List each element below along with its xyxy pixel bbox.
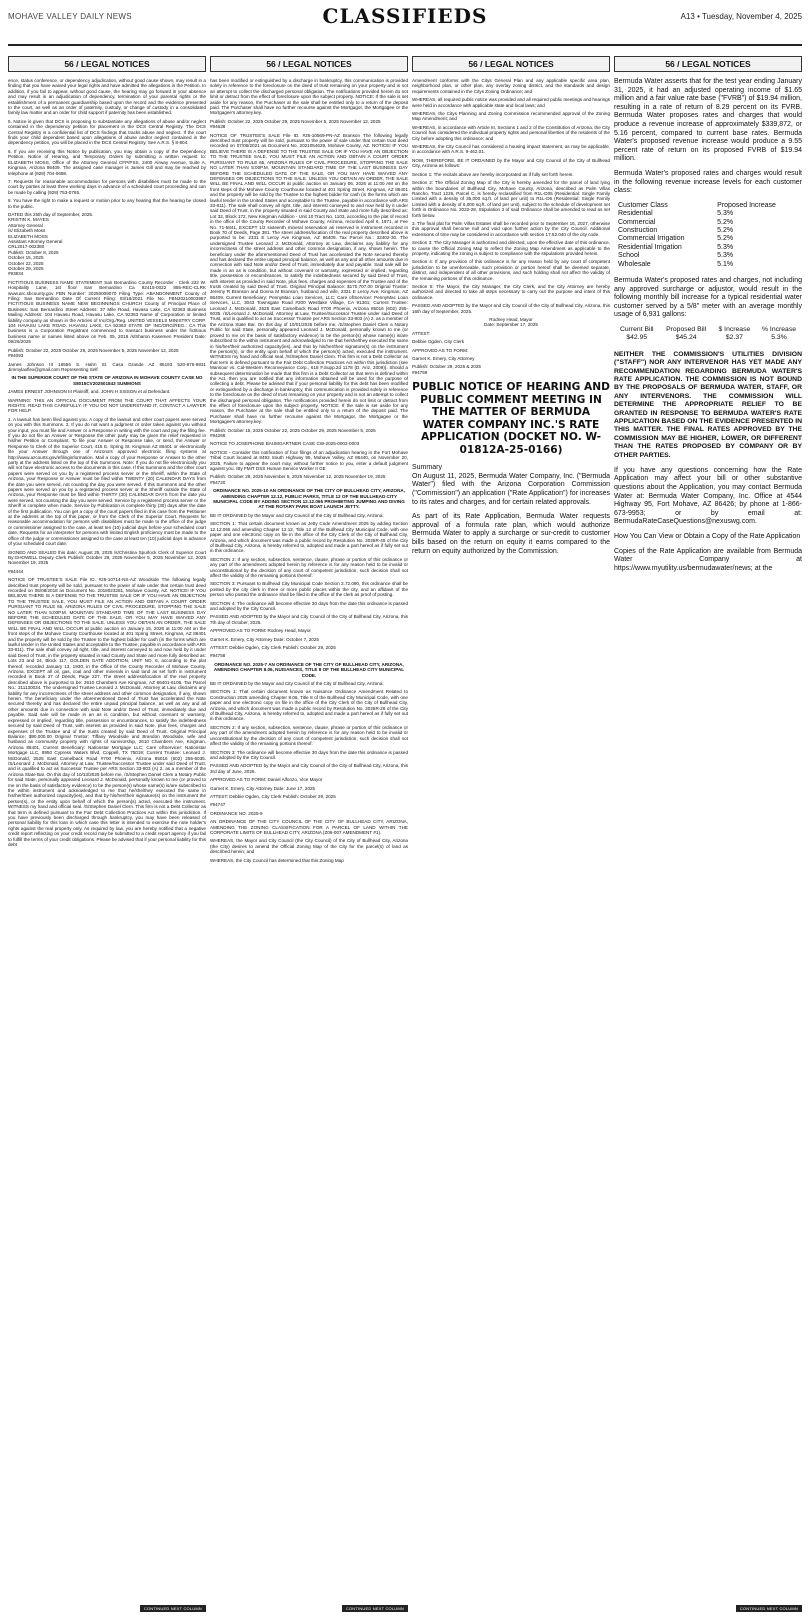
publish-dates: Publish: October 22, 2025 October 29, 2025 November 5, 2025 November 12, 2025 [8,347,179,353]
summons-body: 1. A lawsuit has been filed against you. A copy of the lawsuit and other court papers were served on you with this Summons. 2. If you do not want a judgment or order taken against you without your input, you must file and Answer or a Response in writing with the court and pay the filing fee. If you do not file an Answer or Response the other party may be given the relief requested in his/her Petition or Complaint. To file your Answer or Response take, or send, the Answer or Response to Clerk of the Superior Court, 415 E. Spring St. Kingman AZ 86401 or electronically file your Answer through one of Arizona's approved electronic filing systems at http://www.azcourts.gov/efilinginformation. Mail a copy of your Response or Answer to the other party at the address listed on the top of this Summons. Note: If you do not file electronically you will not have electronic access to the documents in this case. If this Summons and the other court papers were served on you by a registered process server or the Sheriff, within the State of Arizona, your Response or Answer must be filed within TWENTY (20) CALENDAR DAYS from the date you were served, not counting the day you were served. If this Summons and the other papers were served on you by a registered process server or the Sheriff outside the State of Arizona, your Response must be filed within THIRTY (30) CALENDAR DAYS from the date you were served, not counting the day you were served. Service by a registered process server or the Sheriff is complete when made. Service by Publication is complete thirty (30) days after the date of the first publication. You can get a copy of the court papers filed in this case from the Petitioner at the address at the top of this paper, or from the Clerk of the Superior Court. Requests for reasonable accommodation for persons with disabilities must be made to the office of the judge or commissioner assigned to the case, at least ten (10) judicial days before your scheduled court date. Requests for an interpreter for persons with limited English proficiency must be made to the office of the judge or commissioner assigned to the case at least ten (10) judicial days in advance of your scheduled court date. [8,416,206,547]
ordinance-section: Section 2: The Official Zoning Map of the City is hereby amended for the parcel of land lying within the boundaries of Bullhead City, Mohave County, Arizona, described as Palm Villas Rancho, Tract 1226, Parcel C, is hereby reclassified from R1L-D05 (Residential: Single Family Limited with a density of 35,000 sq.ft. of land per unit) to R1L-D6 (Residential: Single Family Limited with a density of 6,000 sq.ft. of land per unit), subject to the schedule of development set forth in Ordinance No. 2022-28, Stipulation 3 of said Ordinance shall be amended to read as set forth below. [412,180,610,218]
notice-id: #94758 [210,653,226,659]
ordinance-whereas: WHEREAS, in accordance with Article III, Sections 1 and 2 of the Constitution of Arizona, the City Council has considered the individual property rights and personal liberties of the residents of the City before adopting this ordinance; and [412,124,610,141]
plaintiff-address: James Johnson III 16556 S. Hahn St. Casa Grande AZ 85193 520-876-9831 Jimmylaxflex@gmail.com Representing Self [8,361,206,372]
summons-warning: WARNING: THIS AN OFFICIAL DOCUMENT FROM THE COURT THAT AFFECTS YOUR RIGHTS. READ THIS CAREFULLY. IF YOU DO NOT UNDERSTAND IT, CONTACT A LAWYER FOR HELP. [8,397,206,414]
publish-date: October 22, 2025 [8,260,44,266]
fbn-statement: FICTITIOUS BUSINESS NAME STATEMENT San Bernardino County Recorder - Clerk 222 W. Hospitality Lane, 1st floor San Bernardino Ca 92415-0022 855-REC-CLRK www.arc.sbcounty.gov FBN Number: 20250009070 Filing Type: ABANDONMENT County of Filing: San Bernardino Date Of Current Filing: 03/16/2021 File No. FBN20210003987 FICTITIOUS BUSINESS NAME NEW BEGINNINGS CHURCH County of Principal Place of Business: San Bernardino Street Address: 37 Mile Road, Havasu Lake, CA 92363 Business Mailing Address: 104 Havasu Road, Havasu Lake, CA 92363 Name of Corporation or limited liability company as shown in the Articles of Inc/Org./Reg. UNITED VESSELS MINISTRY CORP. 104 HAVASU LAKE ROAD, HAVASU LAKE, CA 92363 STATE OF INC/ORG/REG.: CA This business is a Corporation Registrant commenced to transact business under the fictitious business name or names listed above on Feb. 05, 2016 /s/Sharon Kasemen President Date: 09/26/2025 [8,279,206,345]
table-row [614,210,802,218]
column-header: % Increase [762,325,797,333]
ordinance-attorney: Garnet K. Emery, City Attorney Date: June 17, 2025 [210,785,316,791]
publish-date: Publish: October 29, 2025 & 2025 [412,364,481,370]
continued-tag: CONTINUED NEXT COLUMN [140,1605,206,1612]
customer-class: Construction [618,226,658,234]
proposed-increase: 5.3% [717,252,734,260]
proposed-increase: 5.2% [717,226,734,234]
trustee-sale-notice: NOTICE OF TRUSTEE'S SALE File ID. #25-10714-NS-AZ Woodside The following legally described trust property will be sold, pursuant to the power of sale under that certain trust deed recorded on 05/08/2018 as Document No. 2018023281, Mohave County, AZ. NOTICE! IF YOU BELIEVE THERE IS A DEFENSE TO THE TRUSTEE SALE OR IF YOU HAVE AN OBJECTION TO THE TRUSTEE SALE, YOU MUST FILE AN ACTION AND OBTAIN A COURT ORDER PURSUANT TO RULE 65, ARIZONA RULES OF CIVIL PROCEDURE, STOPPING THE SALE NO LATER THAN 5:00P.M. MOUNTAIN STANDARD TIME OF THE LAST BUSINESS DAY BEFORE THE SCHEDULED DATE OF THE SALE, OR YOU MAY HAVE WAIVED ANY DEFENSES OR OBJECTIONS TO THE SALE. UNLESS YOU OBTAIN AN ORDER, THE SALE WILL BE FINAL AND WILL OCCUR at public auction on January 15, 2026 at 11:00 AM on the front steps of the Mohave County Courthouse located at 401 Spring Street, Kingman, AZ 86401 and the property will be sold by the Trustee to the highest bidder for cash (in the forms which are lawful tender in the United States and acceptable to the Trustee, payable in accordance with ARS 33-811). The sale shall convey all right, title, and interest conveyed to and now held by it under said Deed of Trust, in the property situated in said County and State and more fully described as: Lots 23 and 24, Block 117, GOLDEN GATE ADDITION, UNIT NO. 6, according to the plat thereof, recorded January 13, 1930, in the Office of the County Recorder of Mohave County, Arizona. EXCEPT all oil, gas, coal and other minerals in said land as set forth in instrument recorded in Book 37 of Deeds, Page 227. The street address/location of the real property described above is purported to be: 2610 Chambers Ave Kingman, AZ 86401-6106. Tax Parcel No.: 311130034. The undersigned Trustee Leonard J. McDonald, Attorney at Law, disclaims any liability for any incorrectness of the street address and other common designation, if any, shown herein. The beneficiary under the aforementioned Deed of Trust has accelerated the Note secured thereby and has declared the entire unpaid principal balance, as well as any and all other amounts due in connection with said Note and/or Deed of Trust, immediately due and payable. Said sale will be made in an as is condition, but without covenant or warranty, expressed or implied, regarding title, possession or encumbrances, to satisfy the indebtedness secured by said Deed of Trust, with interest as provided in said Note, plus fees, charges and expenses of the Trustee and of the trusts created by said Deed of Trust. Original Principal Balance: $90,000.00 Original Trustor: Tiffany Woodside and Brandon Woodside, wife and husband as community property with rights of survivorship, 2610 Chambers Ave, Kingman, Arizona 86401, Current Beneficiary: Nationstar Mortgage LLC; Care of/Servicer: Nationstar Mortgage LLC, 8950 Cypress Waters Blvd, Coppell, TX 75019; Current Trustee: Leonard J. McDonald, 2525 East Camelback Road #700 Phoenix, Arizona 85016 (602) 255-6035. /S/Leonard J. McDonald, Attorney at Law, Trustee/Successor Trustee under said Deed of Trust, and is qualified to act as Successor Trustee per ARS Section 33-803 (A) 2. as a member of the Arizona State Bar. On this day of 10/13/2025 before me, /S/Stephen Daniel Clem a Notary Public for said State, personally appeared Leonard J. McDonald, personally known to me (or proved to me on the basis of satisfactory evidence) to be the person(s) whose name(s) is/are subscribed to the within instrument and acknowledged to me that he/she/they executed the same in his/her/their authorized capacity(ies), and that by his/her/their signature(s) on the instrument the person(s), or the entity upon behalf of which the person(s) acted, executed the instrument. WITNESS my hand and official seal. /S/Stephen Daniel Clem. This firm is not a Debt Collector as that term is defined pursuant to the Fair Debt Collection Practices Act within this jurisdiction. If you have previously been discharged through bankruptcy, you may have been released of personal liability for this loan in which case this letter is intended to exercise the note holder's rights against the real property only. As required by law, you are hereby notified that a negative credit report reflecting on your credit record may be submitted to a credit report agency if you fail to fulfill the terms of your credit obligations. Please be advised that if your personal liability for this debt [8,577,206,848]
dcs-notice-p3: 6. If you are receiving this Notice by publication, you may obtain a copy of the Dependency Petition, Notice of Hearing, and Temporary Orders by submitting a written request to: ELIZABETH MOSS, Office of the Attorney General CFP/PSS, 2400 Airway Avenue, Suite A, Kingman, Arizona 86409. The assigned case manager is James Gill and may be reached by telephone at (928) 704-0688. [8,148,206,176]
case-number: CRL2017-002380 [8,244,45,250]
rate-hearing-headline: PUBLIC NOTICE OF HEARING AND PUBLIC COMMENT MEETING IN THE MATTER OF BERMUDA WATER COMPANY INC.'S RATE APPLICATION (DOCKET NO. W-01812A-25-0166) [412,381,610,456]
ordinance-section: SECTION 1: That certain document known as Nuisance Ordinance Amendment Related to Construction 2025 amending Chapter 8.06, Title 8 of the Bullhead City Municipal Code, with one paper and one electronic copy on file in the office of the City Clerk of the City of Bullhead City, Arizona, and which document was made a public record by Resolution No. 2025R-26 of the City of Bullhead City, Arizona, is hereby referred to, adopted and made a part hereof as if fully set out in this ordinance. [210,689,408,722]
ordinance-section: Section 1: The recitals above are hereby incorporated as if fully set forth herein. [412,171,574,177]
notice-id: #93834 [8,271,24,277]
customer-class: Residential Irrigation [618,243,682,251]
mayor-signature: Rodney Head, Mayor [489,317,533,323]
rate-notice-p3: Bermuda Water asserts that for the test year ending January 31, 2025, it had an adjusted operating income of $1.65 million and a fair value rate base ("FVRB") of $19.94 million, resulting in a rate of return of 8.29 percent on its FVRB. Bermuda Water proposes rates and charges that would produce a revenue increase of approximately $339,872, or 5.16 percent, compared to current base rates. Bermuda Water's proposed revenue increase would produce a 9.55 percent rate of return on its proposed FVRB of $19.94 million. [614,78,802,163]
column-2-header [210,56,408,72]
trustee-sale-end: has been modified or extinguished by a discharge in bankruptcy, this communication is provided solely in reference to the foreclosure on the deed of trust remaining on your property and is not an attempt to collect the discharged personal obligation. The notifications provided herein do not limit or detract from the effect of foreclosure upon the subject property. NOTICE: If the sale is set aside for any reason, the Purchaser at the sale shall be entitled only to a return of the deposit paid. The Purchaser shall have no further recourse against the Mortgagor, the Mortgagee or the Mortgagee's attorney.key. [210,78,408,116]
notice-heading: NOTICE TO JOSEPHONE BAUMGARTNER CASE CW-2025-0002-0003 [210,441,360,447]
ordinance-section: SECTION 4: The ordinance will become effective 30 days from the date this ordinance is passed and adopted by the City Council. [210,600,408,611]
rate-notice-p6: If you have any questions concerning how the Rate Application may affect your bill or other substantive questions about the Application, you may contact Bermuda Water at: Bermuda Water Company, Inc. Office at 4544 Highway 95, Fort Mohave, AZ 86426; by phone at 1-866-673-9953; or by email at: BermudaRateCaseQuestions@nexuswg.com. [614,466,802,526]
notice-id: #94444 [8,568,24,574]
approved-label: APPROVED AS TO FORM: [412,347,469,353]
ordinance-whereas: WHEREAS, the Citys Planning and Zoning Commission recommended approval of the Zoning Map Amendment; and [412,111,610,122]
notice-id: #94759 [412,369,428,375]
table-row [614,227,802,235]
proposed-bill: $45.24 [675,334,697,342]
ordinance-text: Amendment conforms with the Citys General Plan and any applicable specific area plan, neighborhood plan, or other plan, any overlay zoning district, and the standards and design requirements contained in the Citys Zoning Ordinance; and [412,78,610,94]
bill-impact-table [614,326,802,343]
mayor-date: Date: September 17, 2025 [484,322,538,328]
column-4 [614,56,802,1612]
proposed-increase: 5.2% [717,218,734,226]
table-row [614,334,802,342]
section-tab[interactable]: 56 / LEGAL NOTICES [8,56,206,72]
ordinance-whereas: WHEREAS, the Mayor and City Council (the City Council) of the City of Bullhead City, Arizona (the City) desires to amend the Official Zoning Map of the City for the parcel(s) of land as described herein; and [210,838,408,855]
attorney-signature: Garnet K. Emery, City Attorney [412,356,475,362]
section-title: CLASSIFIEDS [322,4,488,28]
signature-line: KRISTIN K. MAYES [8,217,49,223]
dcs-notice-p2: 5. Notice is given that DCS is proposing to substantiate any allegations of abuse and/or neglect contained in the dependency petition for placement in the DCS Central Registry. The DCS Central Registry is a confidential list of DCS findings that tracks abuse and neglect. If the court finds your child dependent based upon allegations of abuse and/or neglect contained in the dependency petition, you will be placed in the DCS Central Registry. See A.R.S. § 8-804. [8,118,206,146]
proposed-increase: 5.3% [717,243,734,251]
customer-class: Commercial Irrigation [618,235,685,243]
dollar-increase: $2.37 [725,334,743,342]
ordinance-enactment: BE IT ORDAINED by the Mayor and City Council of the City of Bullhead City, Arizona: [210,512,384,518]
column-4-header [614,56,802,72]
customer-class: Wholesale [618,260,651,268]
ordinance-section: SECTION 3: Pursuant to Bullhead City Municipal Code Section 2.72.090, this ordinance shall be posted by the city clerk in three or more public places within the city, and an affidavit of the person who posted the ordinance shall be filed in the office of the clerk as proof of posting. [210,581,408,598]
notice-id: #94266 [210,433,226,438]
publish-date: Publish: October 8, 2025 [8,249,59,255]
notice-id: #94093 [8,353,24,359]
publish-dates: Publish: October 29, 2025 November 5, 2025 November 12, 2025 November 19, 2025 [210,474,386,480]
rate-notice-p5: Bermuda Water's proposed rates and charges, not including any approved surcharge or adjustor, would result in the following monthly bill increase for a typical residential water customer served by a 5/8" meter with an average monthly usage of 6,931 gallons: [614,276,802,319]
ordinance-number: ORDINANCE NO. 2025-9 [210,810,263,816]
rate-notice-continued [614,78,802,196]
publish-date: October 15, 2025 [8,255,44,261]
column-header: Customer Class [618,201,668,209]
page-date: A13 • Tuesday, November 4, 2025 [680,12,802,21]
signature-line: Attorney General [8,222,43,228]
percent-increase: 5.3% [771,334,787,342]
column-header: Proposed Increase [717,201,776,209]
rate-notice-p7: How You Can View or Obtain a Copy of the Rate Application [614,532,801,540]
signature-line: /s/ Elizabeth Moss [8,228,46,234]
notice-id: #94638 [210,124,226,130]
ordinance-passed: PASSED AND ADOPTED by the Mayor and City Council of the City of Bullhead City, Arizona, this 16th day of September, 2025. [412,303,610,314]
table-header-row [614,202,802,210]
section-tab[interactable]: 56 / LEGAL NOTICES [412,56,610,72]
paper-name: MOHAVE VALLEY DAILY NEWS [8,12,132,21]
current-bill: $42.95 [626,334,648,342]
dcs-notice-p5: 8. You have the right to make a request or motion prior to any hearing that the hearing be closed to the public. [8,198,206,209]
ordinance-attorney: Garnet K. Emery, City Attorney Date: October 7, 2025 [210,636,319,642]
clerk-signature: Debbie Ogden, City Clerk [412,339,465,345]
dcs-notice-p1: ence, status conference, or dependency adjudication, without good cause shown, may result in a finding that you have waived your legal rights and have admitted the allegations in the Petition. In addition, if you fail to appear, without good cause, the hearing may go forward in your absence and may result in an adjudication of dependency, termination of your parental rights or the establishment of a permanent guardianship based upon the record and the evidence presented to the court, as well as an order of paternity, custody, or change of custody in a consolidated family law matter and an order for child support if paternity has been established. [8,78,206,116]
signature-line: ELIZABETH MOSS [8,233,48,239]
ordinance-passed: PASSED AND ADOPTED by the Mayor and City Council of the City of Bullhead City, Arizona, this 7th day of October, 2025. [210,614,408,625]
rate-notice-p8: Copies of the Rate Application are available from Bermuda Water Company at https://www.myutility.us/bermudawater/news; at the [614,547,802,572]
ordinance-title: ORDINANCE NO. 2025-7 AN ORDINANCE OF THE CITY OF BULLHEAD CITY, ARIZONA, AMENDING CHAPTER 8.06, NUISANCES, TITLE 8 OF THE BULLHEAD CITY MUNICIPAL CODE. [213,661,405,678]
column-header: Proposed Bill [666,325,707,333]
customer-class: School [618,252,640,260]
column-1-header [8,56,206,72]
section-tab[interactable]: 56 / LEGAL NOTICES [210,56,408,72]
ordinance-enactment: BE IT ORDAINED by the Mayor and City Council of the City of Bullhead City, Arizona: [210,681,384,687]
table-row [614,261,802,269]
column-2 [210,56,408,1612]
publish-dates: Publish: October 22, 2025 October 29, 2025 November 5, 2025 November 12, 2025 [210,118,381,124]
court-caption: IN THE SUPERIOR COURT OF THE STATE OF ARIZONA IN MOHAVE COUNTY CASE NO S8015CV202501843 SUMMONS [11,375,203,386]
ordinance-title: AN ORDINANCE OF THE CITY COUNCIL OF THE CITY OF BULLHEAD CITY, ARIZONA, AMENDING THE ZONING CLASSIFICATION FOR A PARCEL OF LAND WITHIN THE CORPORATE LIMITS OF BULLHEAD CITY, ARIZONA (Z06-007 AMENDMENT #1). [210,819,408,835]
ordinance-section: 3. The final plat for Palm Villas Estates shall be recorded prior to September 16, 2027, otherwise this approval shall become null and void upon further action by the City Council. Additional extensions of time may be considered in accordance with section 17.52.040 of the city code. [412,220,610,237]
masthead [8,0,802,46]
ordinance-section: SECTION 3: The ordinance will become effective 30 days from the date this ordinance is passed and adopted by the City Council. [210,749,408,760]
ordinance-section: SECTION 2: If any section, subsection, sentence, clause, phrase or portion of this ordinance or any part of the amendment adopted herein by reference is for any reason held to be invalid or unconstitutional by the decision of any court of competent jurisdiction, such decision shall not affect the validity of the remaining portions thereof. [210,556,408,578]
table-row [614,219,802,227]
attest-label: ATTEST: [412,330,431,336]
table-header-row [614,326,802,334]
rate-notice-bill-text [614,277,802,320]
customer-class: Commercial [618,218,656,226]
ordinance-attest: ATTEST: Debbie Ogden, City Clerk Publish: October 29, 2025 [210,793,336,799]
ordinance-title: ORDINANCE NO. 2025-10 AN ORDINANCE OF THE CITY OF BULLHEAD CITY, ARIZONA, AMENDING CHAPTER 12.12, PUBLIC PARKS, TITLE 12 OF THE BULLHEAD CITY MUNICIPAL CODE BY ADDING SECTION 12.12.065 PROHIBITING JUMPING AND DIVING AT THE ROTARY PARK BOAT LAUNCH JETTY. [212,488,406,510]
section-tab[interactable]: 56 / LEGAL NOTICES [614,56,802,72]
publish-dates: Publish: October 15, 2025 October 22, 2025 October 29, 2025 November 5, 2025 [210,427,376,433]
continued-tag: CONTINUED NEXT COLUMN [736,1605,802,1612]
ordinance-passed: PASSED AND ADOPTED by the Mayor and City Council of the City of Bullhead City, Arizona, this 3rd day of June, 2025. [210,763,408,774]
rate-notice-p1: On August 11, 2025, Bermuda Water Company, Inc. ("Bermuda Water") filed with the Arizona Corporation Commission ("Commission") an application ("Rate Application") for increases to its rates and charges, and for certain related approvals. [412,472,610,506]
rate-notice-p4: Bermuda Water's proposed rates and charges would result in the following revenue increase levels for each customer class: [614,169,802,195]
continued-tag: CONTINUED NEXT COLUMN [342,1605,408,1612]
ordinance-section: SECTION 2: If any section, subsection, sentence, clause, phrase or portion of this ordinance or any part of the amendment adopted herein by reference is for any reason held to be invalid or unconstitutional by the decision of any court of competent jurisdiction, such decision shall not affect the validity of the remaining portions thereof. [210,724,408,747]
publish-date: October 29, 2025 [8,266,44,271]
rate-notice-contact [614,467,802,574]
column-header: $ Increase [718,325,751,333]
ordinance-section: Section 3: The City Manager is authorized and directed, upon the effective date of this ordinance, to cause the Official Zoning Map to reflect the Zoning Map Amendment as applicable to the property, indicating the zoning is subject to compliance with the stipulations provided herein. [412,240,610,256]
column-header: Current Bill [619,325,654,333]
dcs-notice-p4: 7. Requests for reasonable accommodation for persons with disabilities must be made to the court by parties at least three working days in advance of a scheduled court proceeding and can be made by calling (928) 753-0765. [8,178,206,195]
proposed-increase: 5.2% [717,235,734,243]
customer-class: Residential [618,210,653,218]
ordinance-section: SECTION 1: That certain document known as Jetty Code Amendment 2025 by adding Section 12.12.065 and amending Chapter 12.12, Title 12 of the Bullhead City Municipal Code, with one paper and one electronic copy on file in the office of the City Clerk of the City of Bullhead City, Arizona, and which document was made a public record by Resolution No. 2025R-45 of the City of Bullhead City, Arizona, is hereby referred to, adopted and made a part hereof as if fully set out in this ordinance. [210,521,408,554]
notice-id: #94747 [210,802,226,808]
notice-id: #94720 [210,479,226,485]
ordinance-section: Section 4: If any provision of this ordinance is for any reason held by any court of competent jurisdiction to be unenforceable, such provision or portion hereof shall be deemed separate, distinct, and independent of all other provisions, and such holding shall not affect the validity of the remaining portions of this ordinance. [412,259,610,281]
ordinance-attest: ATTEST: Debbie Ogden, City Clerk Publish: October 29, 2025 [210,645,336,650]
ordinance-whereas: WHEREAS, all required public notice was provided and all required public meetings and hearings were held in accordance with applicable state and local laws; and [412,97,610,108]
summary-heading: Summary [412,464,442,472]
table-row [614,235,802,243]
ordinance-enactment: NOW, THEREFORE, BE IT ORDAINED by the Mayor and City Council of the City of Bullhead City, Arizona as follows: [412,157,610,169]
signature-line: Assistant Attorney General [8,238,63,244]
table-row [614,244,802,252]
summons-signed: SIGNED AND SEALED this date: August 25, 2025 /s/Christina Spurlock Clerk of Superior Court By:GHOWELL Deputy Clerk Publish: October 29, 2025 November 5, 2025 November 12, 2025 November 19, 2025 [8,549,206,566]
proposed-increase: 5.3% [717,210,734,218]
column-1 [8,56,206,1612]
proposed-increase: 5.1% [717,260,734,268]
case-parties: JAMES ERNEST JOHNSON III Plaintiff, and. JOHN H SISSON et al Defendant. [8,389,171,395]
ordinance-approved: APPROVED AS TO FORM: Rodney Head, Mayor [210,628,311,634]
ordinance-section: Section 5: The Mayor, the City Manager, the City Clerk, and the City Attorney are hereby authorized and directed to take all steps necessary to carry out the purpose and intent of this ordinance. [412,284,610,300]
rate-increase-table [614,202,802,269]
trustee-sale-notice-2: NOTICE OF TRUSTEE'S SALE File ID. #25-10569-PN-AZ Branson The following legally described trust property will be sold, pursuant to the power of sale under that certain trust deed recorded on 07/06/2021 as Document No. 2021054629, Mohave County, AZ. NOTICE! IF YOU BELIEVE THERE IS A DEFENSE TO THE TRUSTEE SALE OR IF YOU HAVE AN OBJECTION TO THE TRUSTEE SALE, YOU MUST FILE AN ACTION AND OBTAIN A COURT ORDER PURSUANT TO RULE 65, ARIZONA RULES OF CIVIL PROCEDURE, STOPPING THE SALE NO LATER THAN 5:00P.M. MOUNTAIN STANDARD TIME OF THE LAST BUSINESS DAY BEFORE THE SCHEDULED DATE OF THE SALE, OR YOU MAY HAVE WAIVED ANY DEFENSES OR OBJECTIONS TO THE SALE. UNLESS YOU OBTAIN AN ORDER, THE SALE WILL BE FINAL AND WILL OCCUR at public auction on January 06, 2026 at 11:00 AM on the front steps of the Mohave County Courthouse located at 401 Spring Street, Kingman, AZ 86401 and the property will be sold by the Trustee to the highest bidder for cash (in the forms which are lawful tender in the United States and acceptable to the Trustee, payable in accordance with ARS 33-811). The sale shall convey all right, title, and interest conveyed to and now held by it under said Deed of Trust, in the property situated in said County and State and more fully described as: Lot 32, Block 172, New Kingman Addition - Unit 10 Tract No. 1103, according to the plat of record in the office of the County Recorder of Mohave County, Arizona, recorded April 6, 1971, at Fee No. 71-5841, EXCEPT 1/2 sixteenth mineral reservation as reserved in instrument recorded in Book 70 of Deeds, Page 381. The street address/location of the real property described above is purported to be: 2331 E Leroy Ave Kingman, AZ 86409. Tax Parcel No.: 32402-30. The undersigned Trustee Leonard J. McDonald, Attorney at Law, disclaims any liability for any incorrectness of the street address and other common designation, if any, shown herein. The beneficiary under the aforementioned Deed of Trust has accelerated the Note secured thereby and has declared the entire unpaid principal balance, as well as any and all other amounts due in connection with said Note and/or Deed of Trust, immediately due and payable. Said sale will be made in an as is condition, but without covenant or warranty, expressed or implied, regarding title, possession or encumbrances, to satisfy the indebtedness secured by said Deed of Trust, with interest as provided in said Note, plus fees, charges and expenses of the Trustee and of the trusts created by said Deed of Trust. Original Principal Balance: $170,707.00 Original Trustor: Jeremy R Branson and Donna M Branson, husband and wife, 2331 E Leroy Ave, Kingman, AZ 86409. Current Beneficiary: PennyMac Loan Services, LLC; Care of/Servicer: PennyMac Loan Services, LLC, 3043 Townsgate Road #200 Westlake Village, CA 91361; Current Trustee: Leonard J. McDonald, 2525 East Camelback Road #700 Phoenix, Arizona 85016 (602) 255-6035. /S/Leonard J. McDonald, Attorney at Law, Trustee/Successor Trustee under said Deed of Trust, and is qualified to act as Successor Trustee per ARS Section 33-803 (A) 2. as a member of the Arizona State Bar. On this day of 10/01/2025 before me, /S/Stephen Daniel Clem a Notary Public for said State, personally appeared Leonard J. McDonald, personally known to me (or proved to me on the basis of satisfactory evidence) to be the person(s) whose name(s) is/are subscribed to the within instrument and acknowledged to me that he/she/they executed the same in his/her/their authorized capacity(ies), and that by his/her/their signature(s) on the instrument the person(s), or the entity upon behalf of which the person(s) acted, executed the instrument. WITNESS my hand and official seal. /S/Stephen Daniel Clem. This firm is not a Debt Collector as that term is defined pursuant to the Fair Debt Collection Practices Act within this jurisdiction (see Mansour vs. Cal-Western Reconveyance Corp., 618 F.Supp.2d 1178 (D. Ariz. 2009)). Should a subsequent determination be made that this firm is a Debt Collector as that term is defined within the Act, then you are notified that any information obtained will be used for the purpose of collecting a debt. Please be advised that if your personal liability for this debt has been modified or extinguished by a discharge in bankruptcy, this communication is provided solely in reference to the foreclosure on the deed of trust remaining on your property and is not an attempt to collect the discharged personal obligation. The notifications provided herein do not limit or detract from the effect of foreclosure upon the subject property. NOTICE: If the sale is set aside for any reason, the Purchaser at the sale shall be entitled only to a return of the deposit paid. The Purchaser shall have no further recourse against the Mortgagor, the Mortgagee or the Mortgagee's attorney.key. [210,132,408,425]
table-row [614,252,802,260]
ordinance-whereas: WHEREAS, the City Council has determined that this Zoning Map [210,857,344,863]
dated: DATED this 25th day of September, 2025. [8,211,94,217]
ordinance-whereas: WHEREAS, the City Council has considered a housing impact statement, as may be applicable, in accordance with A.R.S. 9-462.01. [412,144,610,155]
column-3 [412,56,610,1612]
commission-disclaimer: NEITHER THE COMMISSION'S UTILITIES DIVISION ("STAFF") NOR ANY INTERVENOR HAS YET MADE ANY RECOMMENDATION REGARDING BERMUDA WATER'S RATE APPLICATION. THE COMMISSION IS NOT BOUND BY THE PROPOSALS OF BERMUDA WATER, STAFF, OR ANY INTERVENORS. THE COMMISSION WILL DETERMINE THE APPROPRIATE RELIEF TO BE GRANTED IN RESPONSE TO BERMUDA WATER'S RATE APPLICATION BASED ON THE EVIDENCE PRESENTED IN THIS MATTER. THE FINAL RATES APPROVED BY THE COMMISSION MAY BE HIGHER, LOWER, OR DIFFERENT THAN THE RATES PROPOSED BY COMPANY OR BY OTHER PARTIES. [614,350,802,459]
ordinance-approved: APPROVED AS TO FORM: Daniel Alfonzo, Vice Mayor [210,777,323,783]
rate-notice-p2: As part of its Rate Application, Bermuda Water requests approval of a formula rate plan, which would authorize Bermuda Water to apply a surcharge or sur-credit to customer bills based on the return on equity it earns compared to the return on equity authorized by the Commission. [412,513,610,555]
notice-body: NOTICE - Consider this notification of four filings of an adjudication hearing in the Fort Mohave Tribal Court located at 8492 South Highway 95, Mohave Valley, AZ 86440, on November 20, 2025. Failure to appear the court may, without further notice to you, enter a default judgment against you. /By FMIT DSS Human Service Worker II GE [210,449,408,472]
column-3-header [412,56,610,72]
rate-notice-body [412,464,610,556]
